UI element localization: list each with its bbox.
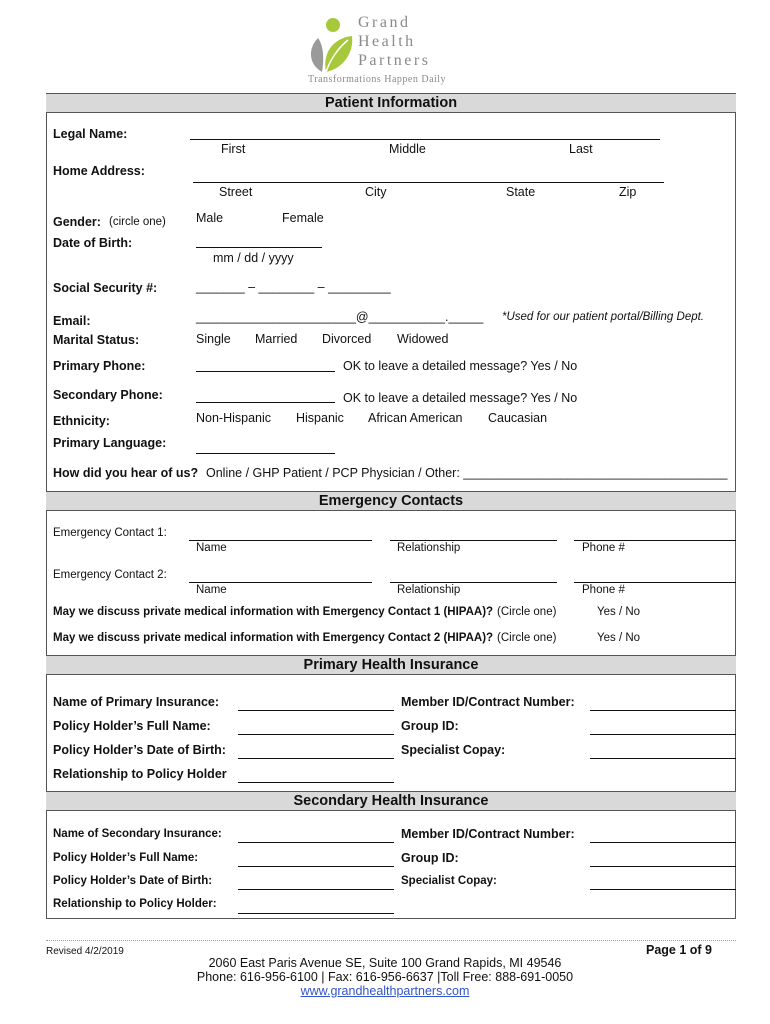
zip-caption: Zip bbox=[619, 185, 637, 199]
footer-website-wrap bbox=[0, 984, 770, 998]
emergency-2-name-field[interactable] bbox=[189, 582, 372, 583]
gender-female-option[interactable]: Female bbox=[282, 211, 324, 225]
primary-member-id-label: Member ID/Contract Number: bbox=[401, 695, 575, 709]
leaf-logo-icon bbox=[304, 16, 356, 76]
logo-word-3: Partners bbox=[358, 52, 431, 69]
primary-holder-name-field[interactable] bbox=[238, 734, 394, 735]
gender-label: Gender: bbox=[53, 215, 101, 229]
secondary-group-id-label: Group ID: bbox=[401, 851, 459, 865]
secondary-phone-message: OK to leave a detailed message? Yes / No bbox=[343, 391, 578, 405]
primary-language-field[interactable] bbox=[196, 453, 335, 454]
footer-phones: Phone: 616-956-6100 | Fax: 616-956-6637 |Toll Free: 888-691-0050 bbox=[196, 970, 574, 984]
emergency-2-relationship-field[interactable] bbox=[390, 582, 557, 583]
emergency-1-phone-caption: Phone # bbox=[582, 542, 625, 554]
secondary-phone-label: Secondary Phone: bbox=[53, 388, 163, 402]
emergency-contact-2-label: Emergency Contact 2: bbox=[53, 569, 167, 581]
email-note: *Used for our patient portal/Billing Dept. bbox=[502, 311, 704, 323]
logo-word-2: Health bbox=[358, 33, 416, 50]
emergency-1-phone-field[interactable] bbox=[574, 540, 736, 541]
secondary-insurance-name-field[interactable] bbox=[238, 842, 394, 843]
footer-divider bbox=[46, 940, 736, 941]
dob-field[interactable] bbox=[196, 247, 322, 248]
secondary-holder-name-label: Policy Holder’s Full Name: bbox=[53, 852, 199, 864]
secondary-holder-dob-label: Policy Holder’s Date of Birth: bbox=[53, 875, 213, 887]
primary-holder-name-label: Policy Holder’s Full Name: bbox=[53, 719, 211, 733]
emergency-1-name-caption: Name bbox=[196, 542, 227, 554]
secondary-copay-field[interactable] bbox=[590, 889, 736, 890]
emergency-1-name-field[interactable] bbox=[189, 540, 372, 541]
primary-relationship-label: Relationship to Policy Holder bbox=[53, 767, 227, 781]
home-address-label: Home Address: bbox=[53, 164, 145, 178]
website-link[interactable]: www.grandhealthpartners.com bbox=[300, 984, 470, 998]
primary-group-id-label: Group ID: bbox=[401, 719, 459, 733]
hipaa-1-yes-no[interactable]: Yes / No bbox=[597, 606, 641, 618]
primary-holder-dob-field[interactable] bbox=[238, 758, 394, 759]
logo-word-1: Grand bbox=[358, 14, 411, 31]
primary-insurance-name-label: Name of Primary Insurance: bbox=[53, 695, 220, 709]
legal-name-label: Legal Name: bbox=[53, 127, 128, 141]
state-caption: State bbox=[506, 185, 536, 199]
referral-source-options[interactable]: Online / GHP Patient / PCP Physician / Other: ______________________________________ bbox=[206, 466, 728, 480]
hipaa-question-2: May we discuss private medical information with Emergency Contact 2 (HIPAA)? bbox=[53, 632, 494, 644]
marital-widowed-option[interactable]: Widowed bbox=[397, 332, 449, 346]
primary-phone-field[interactable] bbox=[196, 371, 335, 372]
secondary-relationship-field[interactable] bbox=[238, 913, 394, 914]
page-number: Page 1 of 9 bbox=[646, 943, 712, 957]
home-address-field[interactable] bbox=[193, 182, 664, 183]
emergency-2-name-caption: Name bbox=[196, 584, 227, 596]
primary-phone-label: Primary Phone: bbox=[53, 359, 146, 373]
hipaa-2-circle-hint: (Circle one) bbox=[497, 632, 557, 644]
primary-insurance-name-field[interactable] bbox=[238, 710, 394, 711]
email-field[interactable]: _______________________@___________._____ bbox=[196, 310, 484, 324]
marital-single-option[interactable]: Single bbox=[196, 332, 231, 346]
primary-insurance-section-title: Primary Health Insurance bbox=[46, 655, 736, 675]
emergency-2-relationship-caption: Relationship bbox=[397, 584, 461, 596]
first-name-caption: First bbox=[221, 142, 246, 156]
last-name-caption: Last bbox=[569, 142, 593, 156]
secondary-insurance-section-title: Secondary Health Insurance bbox=[46, 791, 736, 811]
revised-date: Revised 4/2/2019 bbox=[46, 946, 124, 957]
email-label: Email: bbox=[53, 314, 91, 328]
tagline: Transformations Happen Daily bbox=[308, 74, 447, 85]
emergency-2-phone-field[interactable] bbox=[574, 582, 736, 583]
marital-married-option[interactable]: Married bbox=[255, 332, 298, 346]
marital-divorced-option[interactable]: Divorced bbox=[322, 332, 372, 346]
footer-address: 2060 East Paris Avenue SE, Suite 100 Grand Rapids, MI 49546 bbox=[208, 956, 562, 970]
secondary-insurance-name-label: Name of Secondary Insurance: bbox=[53, 828, 222, 840]
secondary-phone-field[interactable] bbox=[196, 402, 335, 403]
primary-member-id-field[interactable] bbox=[590, 710, 736, 711]
ethnicity-non-hispanic-option[interactable]: Non-Hispanic bbox=[196, 411, 272, 425]
hipaa-1-circle-hint: (Circle one) bbox=[497, 606, 557, 618]
primary-phone-message: OK to leave a detailed message? Yes / No bbox=[343, 359, 578, 373]
primary-relationship-field[interactable] bbox=[238, 782, 394, 783]
emergency-contact-1-label: Emergency Contact 1: bbox=[53, 527, 167, 539]
emergency-2-phone-caption: Phone # bbox=[582, 584, 625, 596]
primary-group-id-field[interactable] bbox=[590, 734, 736, 735]
dob-label: Date of Birth: bbox=[53, 236, 133, 250]
city-caption: City bbox=[365, 185, 387, 199]
secondary-copay-label: Specialist Copay: bbox=[401, 875, 497, 887]
secondary-relationship-label: Relationship to Policy Holder: bbox=[53, 898, 217, 910]
street-caption: Street bbox=[219, 185, 253, 199]
hipaa-2-yes-no[interactable]: Yes / No bbox=[597, 632, 641, 644]
primary-copay-label: Specialist Copay: bbox=[401, 743, 506, 757]
primary-language-label: Primary Language: bbox=[53, 436, 167, 450]
secondary-group-id-field[interactable] bbox=[590, 866, 736, 867]
ssn-field[interactable]: _______ – ________ – _________ bbox=[196, 280, 391, 294]
gender-male-option[interactable]: Male bbox=[196, 211, 224, 225]
ethnicity-label: Ethnicity: bbox=[53, 414, 110, 428]
secondary-holder-name-field[interactable] bbox=[238, 866, 394, 867]
primary-holder-dob-label: Policy Holder’s Date of Birth: bbox=[53, 743, 226, 757]
ssn-label: Social Security #: bbox=[53, 281, 158, 295]
emergency-1-relationship-caption: Relationship bbox=[397, 542, 461, 554]
ethnicity-caucasian-option[interactable]: Caucasian bbox=[488, 411, 548, 425]
ethnicity-african-american-option[interactable]: African American bbox=[368, 411, 463, 425]
patient-section-title: Patient Information bbox=[46, 93, 736, 113]
secondary-member-id-field[interactable] bbox=[590, 842, 736, 843]
gender-hint: (circle one) bbox=[109, 216, 166, 228]
hipaa-question-1: May we discuss private medical information with Emergency Contact 1 (HIPAA)? bbox=[53, 606, 494, 618]
ethnicity-hispanic-option[interactable]: Hispanic bbox=[296, 411, 344, 425]
marital-status-label: Marital Status: bbox=[53, 333, 140, 347]
secondary-member-id-label: Member ID/Contract Number: bbox=[401, 827, 575, 841]
middle-name-caption: Middle bbox=[389, 142, 426, 156]
referral-source-label: How did you hear of us? bbox=[53, 466, 199, 480]
dob-format: mm / dd / yyyy bbox=[213, 251, 294, 265]
emergency-1-relationship-field[interactable] bbox=[390, 540, 557, 541]
secondary-holder-dob-field[interactable] bbox=[238, 889, 394, 890]
emergency-section-title: Emergency Contacts bbox=[46, 491, 736, 511]
primary-copay-field[interactable] bbox=[590, 758, 736, 759]
legal-name-field[interactable] bbox=[190, 139, 660, 140]
